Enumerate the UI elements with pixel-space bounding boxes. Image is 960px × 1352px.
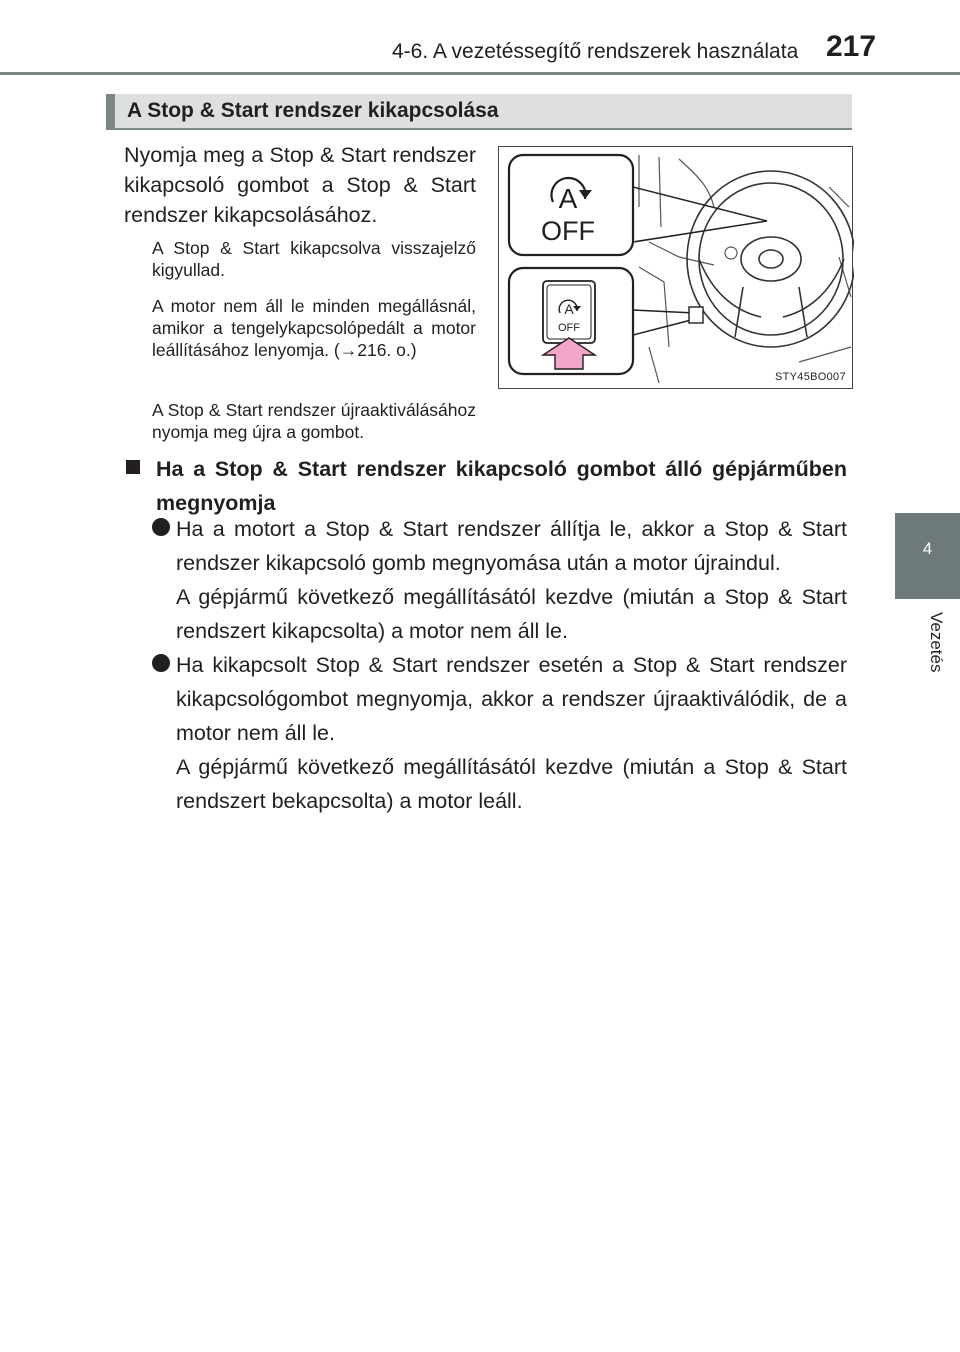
button-letter: A [564, 301, 574, 317]
chapter-label: Vezetés [927, 612, 946, 673]
indicator-off-text: OFF [541, 216, 595, 246]
dashboard-drawing [499, 147, 854, 390]
round-bullet-icon [152, 654, 170, 672]
subsection-heading-text: Ha a Stop & Start rendszer kikapcsoló gombot álló gépjárműben megnyomja [156, 457, 847, 515]
bullet-subtext: A gépjármű következő megállításától kezdve (miután a Stop & Start rendszert bekapcsolta) a motor leáll. [176, 755, 847, 813]
figure-code: STY45BO007 [775, 371, 846, 383]
chapter-number: 4 [922, 539, 933, 558]
note-reactivate: A Stop & Start rendszer újraaktiválásához nyomja meg újra a gombot. [152, 400, 476, 442]
section-heading-text: A Stop & Start rendszer kikapcsolása [127, 99, 499, 122]
bullet-subtext: A gépjármű következő megállításától kezdve (miután a Stop & Start rendszert kikapcsolta) a motor nem áll le. [176, 585, 847, 643]
bullet-item [152, 648, 847, 818]
indicator-letter: A [558, 183, 578, 214]
round-bullet-icon [152, 518, 170, 536]
header-rule [0, 72, 960, 75]
button-off-text: OFF [558, 322, 580, 334]
dashboard-illustration [498, 146, 853, 389]
bullet-text: Ha kikapcsolt Stop & Start rendszer esetén a Stop & Start rendszer kikapcsológombot megnyomja, akkor a rendszer újraaktiválódik, de a motor nem áll le. [176, 653, 847, 745]
section-heading [106, 94, 852, 130]
bullet-text: Ha a motort a Stop & Start rendszer állítja le, akkor a Stop & Start rendszer kikapcsoló gomb megnyomása után a motor újraindul. [176, 517, 847, 575]
note-clutch: A motor nem áll le minden megállásnál, amikor a tengelykapcsolópedált a motor leállításához lenyomja. (→216. o.) [152, 296, 476, 360]
subsection-heading [127, 452, 847, 520]
running-header: 4-6. A vezetéssegítő rendszerek használata [392, 40, 799, 63]
bullet-item [152, 512, 847, 648]
note-indicator: A Stop & Start kikapcsolva visszajelző kigyullad. [152, 238, 476, 280]
chapter-tab [895, 513, 960, 599]
intro-paragraph: Nyomja meg a Stop & Start rendszer kikapcsoló gombot a Stop & Start rendszer kikapcsolásához. [124, 143, 476, 227]
page-number: 217 [826, 30, 877, 63]
square-bullet-icon [126, 460, 140, 474]
